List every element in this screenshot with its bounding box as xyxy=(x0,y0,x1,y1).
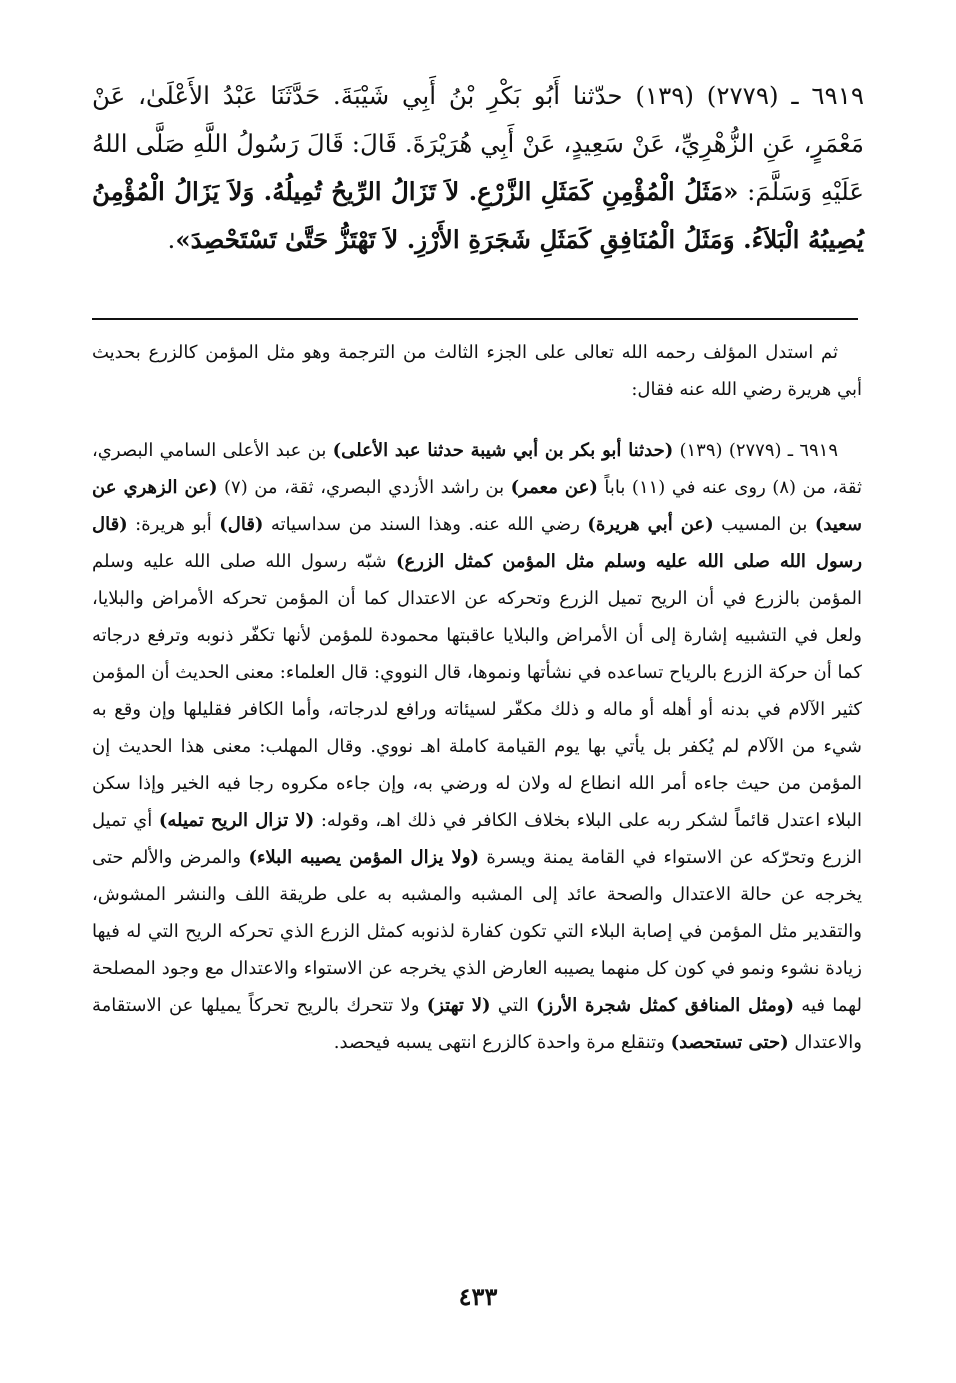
footnote-divider xyxy=(92,318,858,320)
commentary-block xyxy=(92,334,862,1061)
hadith-text xyxy=(92,72,864,264)
commentary-text: بن راشد الأزدي البصري، ثقة، من (٧) xyxy=(217,477,511,498)
commentary-text: التي xyxy=(490,995,537,1016)
quoted-hadith-phrase: (لا تزال الريح تميله) xyxy=(158,810,315,831)
quoted-hadith-phrase: (لا تهتز) xyxy=(426,995,491,1016)
quoted-hadith-phrase: (عن معمر) xyxy=(510,477,598,498)
commentary-text: وتنقلع مرة واحدة كالزرع انتهى يسبه فيحصد. xyxy=(333,1032,671,1053)
commentary-text: أبو هريرة: xyxy=(127,514,220,535)
commentary-text: ولا تتحرك بالريح تحركاً يميلها عن الاستقامة والاعتدال xyxy=(92,995,862,1053)
commentary-intro: ثم استدل المؤلف رحمه الله تعالى على الجزء الثالث من الترجمة وهو مثل المؤمن كالزرع بحديث أبي هريرة رضي الله عنه فقال: xyxy=(92,342,862,400)
quoted-hadith-phrase: (عن أبي هريرة) xyxy=(587,514,714,535)
quoted-hadith-phrase: (حتى تستحصد) xyxy=(670,1032,789,1053)
commentary-text: ٦٩١٩ ـ (٢٧٧٩) (١٣٩) xyxy=(673,440,839,461)
quoted-hadith-phrase: (حدثنا أبو بكر بن أبي شيبة حدثنا عبد الأعلى) xyxy=(332,440,674,461)
hadith-matn: «مَثَلُ الْمُؤْمِنِ كَمَثَلِ الزَّرْعِ. لاَ تَزَالُ الرِّيحُ تُمِيلُهُ. وَلاَ يَزَالُ الْمُؤْمِنُ يُصِيبُهُ الْبَلاَءُ. وَمَثَلُ الْمُنَافِقِ كَمَثَلِ شَجَرَةِ الأَرْزِ. لاَ تَهْتَزُّ حَتَّىٰ تَسْتَحْصِدَ» xyxy=(92,177,864,254)
commentary-text: والمرض والألم حتى يخرجه عن حالة الاعتدال والصحة عائد إلى المشبه والمشبه به على طريقة اللف والنشر المشوش، والتقدير مثل المؤمن في إصابة البلاء التي تكون كفارة لذنوبه كمثل الزرع الذي تحركه الريح التي له فيها زيادة نشوء ونمو في كون كل منهما يصيبه العارض الذي يخرجه عن الاستواء والاعتدال مع وجود المصلحة لهما فيه xyxy=(92,847,862,1016)
page-number: ٤٣٣ xyxy=(458,1282,498,1311)
commentary-text: أي تميل الزرع وتحرّكه عن الاستواء في القامة يمنة ويسرة xyxy=(92,810,862,868)
commentary-body xyxy=(92,432,862,1061)
hadith-end: . xyxy=(167,225,176,254)
commentary-text: بن عبد الأعلى السامي البصري، ثقة، من (٨) روى عنه في (١١) باباً xyxy=(92,440,862,498)
hadith-intro: ٦٩١٩ ـ (٢٧٧٩) (١٣٩) حدّثنا أَبُو بَكْرِ بْنُ أَبِي شَيْبَةَ. حَدَّثَنَا عَبْدُ الأَعْلَىٰ، عَنْ مَعْمَرٍ، عَنِ الزُّهْرِيِّ، عَنْ سَعِيدٍ، عَنْ أَبِي هُرَيْرَةَ. قَالَ: قَالَ رَسُولُ اللَّهِ صَلَّى اللهُ عَلَيْهِ وَسَلَّمَ: xyxy=(92,81,865,206)
quoted-hadith-phrase: (ومثل المنافق كمثل شجرة الأرز) xyxy=(536,995,795,1016)
commentary-text: رضي الله عنه. وهذا السند من سداسياته xyxy=(263,514,588,535)
quoted-hadith-phrase: (ولا يزال المؤمن يصيبه البلاء) xyxy=(248,847,479,868)
commentary-text: شبّه رسول الله صلى الله عليه وسلم المؤمن بالزرع في أن الريح تميل الزرع وتحركه عن الاعتدال كما أن المؤمن تحركه الأمراض والبلايا، ولعل في التشبيه إشارة إلى أن الأمراض والبلايا عاقبتها محمودة للمؤمن لأنها تكفّر ذنوبه وترفع درجاته كما أن حركة الزرع بالرياح تساعده في نشأتها ونموها، قال النووي: قال العلماء: معنى الحديث أن المؤمن كثير الآلام في بدنه أو أهله أو ماله و ذلك مكفّر لسيئاته ورافع لدرجاته، وأما الكافر فقليلها وإن وقع به شيء من الآلام لم يُكفر بل يأتي بها يوم القيامة كاملة اهـ نووي. وقال المهلب: معنى هذا الحديث إن المؤمن من حيث جاءه أمر الله انطاع له ولان له ورضي به، وإن جاءه مكروه رجا فيه الخير وإذا سكن البلاء اعتدل قائماً لشكر ربه على البلاء بخلاف الكافر في ذلك اهـ، وقوله: xyxy=(92,551,863,831)
quoted-hadith-phrase: (قال) xyxy=(219,514,264,535)
commentary-text: بن المسيب xyxy=(713,514,815,535)
quoted-hadith-phrase: (عن الزهري عن سعيد) xyxy=(92,477,862,535)
hadith-block xyxy=(92,72,864,264)
quoted-hadith-phrase: (قال رسول الله صلى الله عليه وسلم مثل المؤمن كمثل الزرع) xyxy=(92,514,863,572)
